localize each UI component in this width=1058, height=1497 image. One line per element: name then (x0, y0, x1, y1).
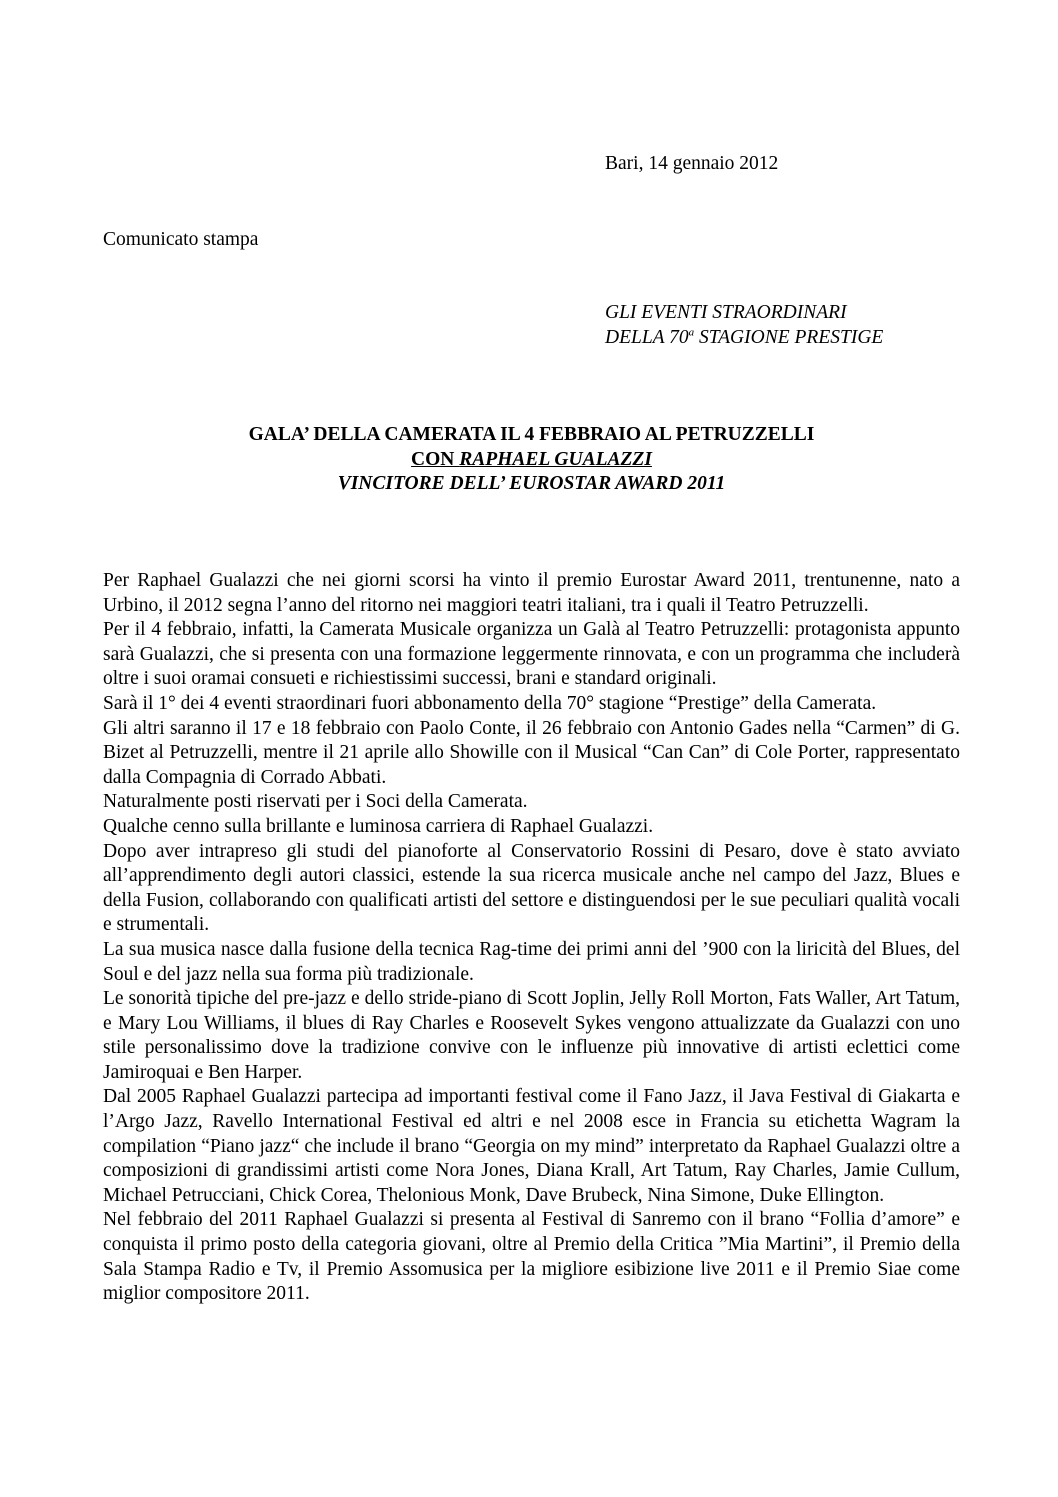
headline (103, 423, 960, 497)
body-paragraph-1: Per Raphael Gualazzi che nei giorni scorsi ha vinto il premio Eurostar Award 2011, trentunenne, nato a Urbino, il 2012 segna l’anno del ritorno nei maggiori teatri italiani, tra i quali il Teatro Petruzzelli. (103, 570, 960, 616)
body-paragraph-8: La sua musica nasce dalla fusione della tecnica Rag-time dei primi anni del ’900 con la liricità del Blues, del Soul e del jazz nella sua forma più tradizionale. (103, 938, 960, 985)
body-paragraph-6: Qualche cenno sulla brillante e luminosa carriera di Raphael Gualazzi. (103, 815, 654, 837)
date-line: Bari, 14 gennaio 2012 (605, 153, 779, 174)
press-release-body (103, 569, 960, 1307)
headline-artist-name: RAPHAEL GUALAZZI (459, 448, 652, 470)
body-paragraph-4: Gli altri saranno il 17 e 18 febbraio con Paolo Conte, il 26 febbraio con Antonio Gades nella “Carmen” di G. Bizet al Petruzzelli, mentre il 21 aprile allo Showille con il Musical “Can Can” di Cole Porter, rappresentato dalla Compagnia di Corrado Abbati. (103, 717, 960, 788)
events-subtitle-line1: GLI EVENTI STRAORDINARI (605, 302, 847, 323)
body-paragraph-5: Naturalmente posti riservati per i Soci della Camerata. (103, 791, 528, 813)
headline-line2 (103, 448, 960, 473)
body-paragraph-3: Sarà il 1° dei 4 eventi straordinari fuori abbonamento della 70° stagione “Prestige” della Camerata. (103, 692, 877, 714)
body-paragraph-9: Le sonorità tipiche del pre-jazz e dello stride-piano di Scott Joplin, Jelly Roll Morton, Fats Waller, Art Tatum, e Mary Lou Williams, il blues di Ray Charles e Roosevelt Sykes vengono attualizzate da Gualazzi con uno stile personalissimo dove la tradizione convive con le influenze più innovative di artisti eclettici come Jamiroquai e Ben Harper. (103, 988, 960, 1083)
body-paragraph-2: Per il 4 febbraio, infatti, la Camerata Musicale organizza un Galà al Teatro Petruzzelli: protagonista appunto sarà Gualazzi, che si presenta con una formazione leggermente rinnovata, e con un programma che includerà oltre i suoi oramai consueti e richiestissimi successi, brani e standard originali. (103, 619, 960, 690)
body-paragraph-11: Nel febbraio del 2011 Raphael Gualazzi si presenta al Festival di Sanremo con il brano “Follia d’amore” e conquista il primo posto della categoria giovani, oltre al Premio della Critica ”Mia Martini”, il Premio della Sala Stampa Radio e Tv, il Premio Assomusica per la migliore esibizione live 2011 e il Premio Siae come miglior compositore 2011. (103, 1209, 960, 1305)
document-type: Comunicato stampa (103, 229, 259, 250)
events-line2-post: STAGIONE PRESTIGE (694, 326, 884, 348)
events-subtitle-line2 (605, 326, 883, 351)
events-subtitle (605, 301, 883, 350)
body-paragraph-10: Dal 2005 Raphael Gualazzi partecipa ad importanti festival come il Fano Jazz, il Java Festival di Giakarta e l’Argo Jazz, Ravello International Festival ed altri e nel 2008 esce in Francia su etichetta Wagram la compilation “Piano jazz“ che include il brano “Georgia on my mind” interpretato da Raphael Gualazzi oltre a composizioni di grandissimi artisti come Nora Jones, Diana Krall, Art Tatum, Ray Charles, Jamie Cullum, Michael Petrucciani, Chick Corea, Thelonious Monk, Dave Brubeck, Nina Simone, Duke Ellington. (103, 1086, 960, 1206)
headline-line1: GALA’ DELLA CAMERATA IL 4 FEBBRAIO AL PETRUZZELLI (248, 424, 815, 445)
headline-line2-prefix: CON (411, 448, 460, 470)
headline-line3: VINCITORE DELL’ EUROSTAR AWARD 2011 (337, 473, 726, 495)
events-line2-sup: a (688, 326, 695, 339)
body-paragraph-7: Dopo aver intrapreso gli studi del pianoforte al Conservatorio Rossini di Pesaro, dove è stato avviato all’apprendimento degli autori classici, estende la sua ricerca musicale anche nel campo del Jazz, Blues e della Fusion, collaborando con qualificati artisti del settore e distinguendosi per le sue peculiari qualità vocali e strumentali. (103, 840, 960, 936)
events-line2-pre: DELLA 70 (605, 326, 689, 348)
